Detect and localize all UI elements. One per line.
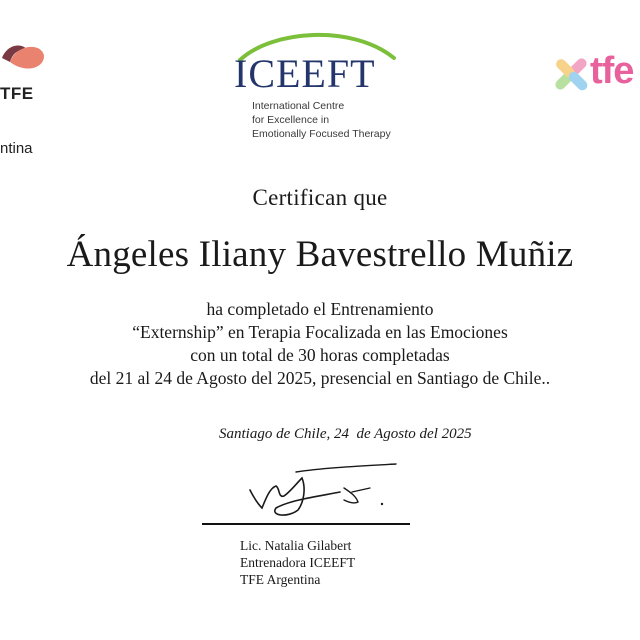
iceeft-desc-line-2: for Excellence in (252, 114, 330, 126)
recipient-name: Ángeles Iliany Bavestrello Muñiz (66, 234, 574, 275)
body-line-1: ha completado el Entrenamiento (206, 299, 434, 319)
signer-role: Entrenadora ICEEFT (240, 555, 356, 570)
tfe-heart-mark-icon (0, 40, 50, 76)
certify-heading: Certifican que (252, 185, 388, 210)
tfe-right-wordmark: tfe (590, 50, 634, 92)
tfe-pinwheel-icon (550, 52, 594, 96)
iceeft-logo (232, 26, 402, 142)
signer-name: Lic. Natalia Gilabert (240, 538, 352, 553)
tfe-logo-right (550, 52, 640, 98)
iceeft-acronym: ICEEFT (234, 51, 376, 96)
left-logo-subtitle: ntina (0, 140, 33, 157)
place-and-date: Santiago de Chile, 24 de Agosto del 2025 (219, 426, 472, 442)
iceeft-desc-line-1: International Centre (252, 100, 345, 112)
handwritten-signature (240, 458, 410, 528)
iceeft-desc-line-3: Emotionally Focused Therapy (252, 128, 391, 140)
signature-line (202, 523, 410, 525)
body-line-2: “Externship” en Terapia Focalizada en las Emociones (132, 322, 508, 342)
signer-block (240, 537, 355, 588)
tfe-argentina-logo (0, 40, 70, 157)
certificate-body (0, 298, 640, 390)
body-line-4: del 21 al 24 de Agosto del 2025, presencial en Santiago de Chile.. (89, 368, 551, 388)
signer-org: TFE Argentina (240, 572, 321, 587)
left-logo-tfe-text: TFE (0, 84, 34, 103)
iceeft-description (252, 99, 391, 141)
body-line-3: con un total de 30 horas completadas (190, 345, 450, 365)
